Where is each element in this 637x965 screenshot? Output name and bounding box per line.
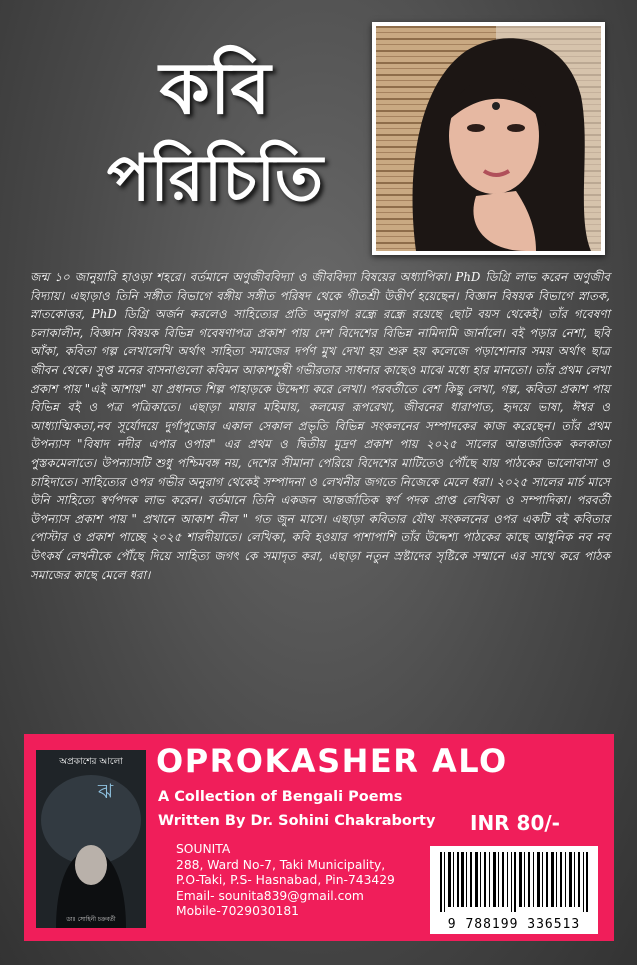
book-info-band: [24, 734, 614, 941]
book-cover-thumbnail: [36, 750, 146, 928]
publisher-info: [176, 842, 395, 920]
publisher-address-line2: P.O-Taki, P.S- Hasnabad, Pin-743429: [176, 873, 395, 888]
publisher-email: Email- sounita839@gmail.com: [176, 888, 364, 903]
biography-text: জন্ম ১০ জানুয়ারি হাওড়া শহরে। বর্তমানে অণুজীববিদ্যা ও জীববিদ্যা বিষয়ের অধ্যাপিকা। PhD ডিগ্রি লাভ করেন অণুজীব বিদ্যায়। এছাড়াও তিনি সঙ্গীত বিভাগে বঙ্গীয় সঙ্গীত পরিষদ থেকে গীতশ্রী উত্তীর্ণ হয়েছেন। বিজ্ঞান বিষয়ক বিভাগে স্নাতক, স্নাতকোত্তর, PhD ডিগ্রি অর্জন করলেও সাহিত্যের প্রতি অনুরাগ রন্ধ্রে রন্ধ্রে রয়েছে ছোট বয়স থেকেই। তাঁর গবেষণা চলাকালীন, বিজ্ঞান বিষয়ক বিভিন্ন গবেষণাপত্র প্রকাশ পায় দেশ বিদেশের বিভিন্ন নামিদামি জার্নালে। বই পড়ার নেশা, ছবি আঁকা, কবিতা গল্প লেখালেখি অর্থাৎ সাহিত্য সমাজের দর্পণ মুখ দেখা হয় শুরু হয় কলেজে পড়াশোনার সময় অর্থাৎ ছাত্র জীবন থেকে। সুপ্ত মনের বাসনাগুলো কবিমন আকাশচুম্বী গভীরতার সাধনার কাছেও মাঝে মধ্যে হার মানতো। তাঁর প্রথম লেখা প্রকাশ পায় "এই আশায়" যা প্রধানত শিল্প পাহাড়কে উদ্দেশ্য করে লেখা। পরবর্তীতে বেশ কিছু লেখা, গল্প, কবিতা প্রকাশ পায় বিভিন্ন বই ও পত্র পত্রিকাতে। এছাড়া মায়ার মহিমায়, কলমের রূপরেখা, জীবনের ধারাপাত, হৃদয়ে ভাষা, ঈশ্বর ও আধ্যাত্মিকতা,নব সূর্যোদয়ে দুর্গাপুজোর একাল সেকাল প্রভৃতি বিভিন্ন সংকলনের সম্পাদকের কাজ করেছেন। তাঁর প্রথম উপন্যাস "বিষাদ নদীর এপার ওপার" এর প্রথম ও দ্বিতীয় মুদ্রণ প্রকাশ পায় ২০২৫ সালের আন্তর্জাতিক কলকাতা পুস্তকমেলাতে। উপন্যাসটি শুধু পশ্চিমবঙ্গ নয়, দেশের সীমানা পেরিয়ে বিদেশের মাটিতেও পৌঁছে যায় পাঠকের ভালোবাসা ও চাহিদাতে। সাহিত্যের ওপর গভীর অনুরাগ থেকেই সম্পাদনা ও লেখনীর জগতে নিজেকে মেলে ধরা। ২০২৫ সালের মার্চ মাসে উনি সাহিত্যে স্বর্ণপদক লাভ করেন। বর্তমানে তিনি একজন আন্তর্জাতিক স্বর্ণ পদক প্রাপ্ত লেখিকা ও সম্পাদিকা। পরবর্তী উপন্যাস প্রকাশ পায় " প্রখানে আকাশ নীল " গত জুন মাসে। এছাড়া কবিতার যৌথ সংকলনের ওপর একটি বই কবিতার পোস্টার ও প্রকাশ পাচ্ছে ২০২৫ শারদীয়াতে। লেখিকা, কবি হওয়ার পাশাপাশি তাঁর উদ্দেশ্য পাঠকের কাছে আধুনিক নব নব উৎকর্ষ লেখনীকে পৌঁছে দিয়ে সাহিত্য জগৎ কে সমাদৃত করা, এছাড়া নতুন স্রষ্টাদের সৃষ্টিকে সম্মানে এর সাথে করে পাঠক সমাজের কাছে মেলে ধরা।: [30, 270, 610, 582]
isbn-number: 9 788199 336513: [447, 917, 581, 932]
portrait-image: [376, 26, 601, 251]
book-author-line: Written By Dr. Sohini Chakraborty: [158, 813, 436, 829]
book-price: INR 80/-: [470, 811, 560, 835]
barcode-bars: [430, 846, 598, 916]
author-portrait: [372, 22, 605, 255]
publisher-mobile: Mobile-7029030181: [176, 904, 300, 919]
title-block: [95, 45, 335, 216]
thumbnail-art: [36, 750, 146, 928]
isbn-barcode: [430, 846, 598, 934]
svg-text:ঝ: ঝ: [98, 779, 114, 803]
publisher-address-line1: 288, Ward No-7, Taki Municipality,: [176, 857, 386, 872]
thumbnail-title: অপ্রকাশের আলো: [59, 757, 123, 767]
heading-line2: পরিচিতি: [106, 140, 324, 216]
book-title: OPROKASHER ALO: [156, 742, 508, 780]
publisher-name: SOUNITA: [176, 842, 231, 856]
book-subtitle: A Collection of Bengali Poems: [158, 789, 403, 805]
heading-line1: কবি: [159, 45, 271, 130]
thumbnail-author: ডাঃ সোহিনী চক্রবর্তী: [66, 916, 116, 923]
